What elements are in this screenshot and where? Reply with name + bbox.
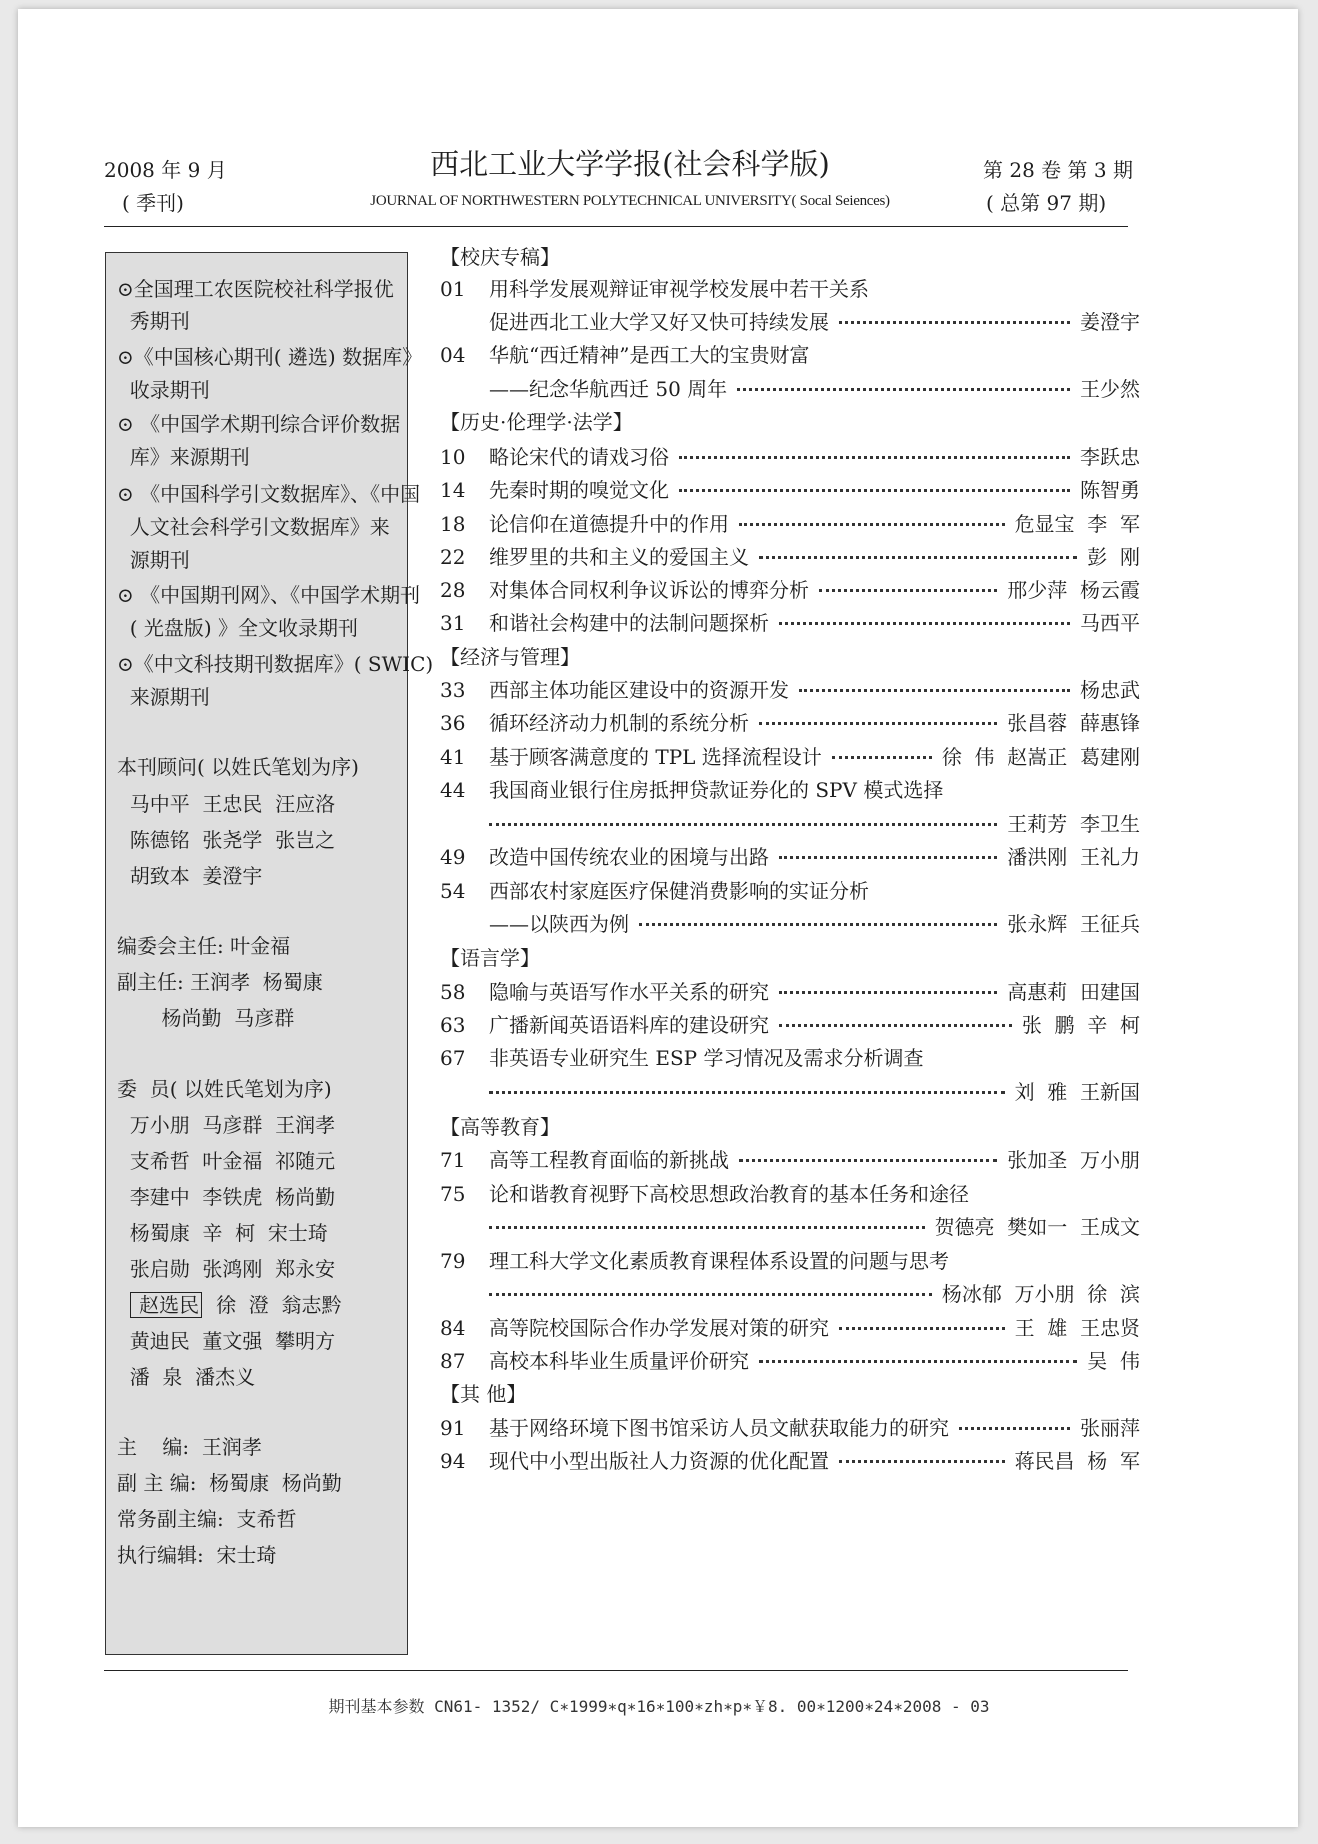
section-title: 【语言学】 [440,946,540,970]
toc-entry [440,1346,1140,1376]
sidebar-line [117,1291,342,1319]
highlighted-name: 赵选民 [130,1292,202,1318]
toc-entry [440,575,1140,605]
page-number: 91 [440,1416,466,1440]
article-title: 西部主体功能区建设中的资源开发 [489,678,789,702]
article-title: 促进西北工业大学又好又快可持续发展 [489,310,829,334]
toc-entry [440,809,1140,839]
toc-entry [440,1179,1140,1209]
toc-entry [440,675,1140,705]
leader-dots [737,388,1070,391]
article-title: 用科学发展观辩证审视学校发展中若干关系 [489,277,869,301]
sidebar-line: 马中平 王忠民 汪应洛 [117,792,336,816]
leader-dots [799,689,1070,692]
sidebar-line: 张启勋 张鸿刚 郑永安 [117,1257,336,1281]
article-title: 略论宋代的请戏习俗 [489,445,669,469]
toc-entry [440,374,1140,404]
toc-entry [440,1010,1140,1040]
sidebar-line: ⊙ 《中国学术期刊综合评价数据 [117,412,401,436]
toc-entry [440,442,1140,472]
toc-section-heading [440,1112,1140,1142]
volume-issue: 第 28 卷 第 3 期 [983,158,1133,182]
page-number: 49 [440,845,466,869]
article-title: 高校本科毕业生质量评价研究 [489,1349,749,1373]
page-number: 79 [440,1249,466,1273]
sidebar-line: 黄迪民 董文强 攀明方 [117,1329,336,1353]
article-author: 彭 刚 [1087,545,1140,569]
leader-dots [839,1460,1005,1463]
sidebar-line: 胡致本 姜澄宇 [117,864,263,888]
toc-section-heading [440,407,1140,437]
toc-section-heading [440,1379,1140,1409]
article-author: 张加圣 万小朋 [1007,1148,1140,1172]
sidebar-line: 委 员( 以姓氏笔划为序) [117,1077,332,1101]
toc-entry [440,909,1140,939]
article-author: 吴 伟 [1087,1349,1140,1373]
article-author: 邢少萍 杨云霞 [1007,578,1140,602]
toc-entry [440,742,1140,772]
article-author: 张昌蓉 薛惠锋 [1007,711,1140,735]
article-title: 广播新闻英语语料库的建设研究 [489,1013,769,1037]
toc-entry [440,842,1140,872]
leader-dots [759,722,997,725]
toc-entry [440,509,1140,539]
article-title: 华航“西迁精神”是西工大的宝贵财富 [489,343,810,367]
leader-dots [759,556,1077,559]
article-author: 王 雄 王忠贤 [1014,1316,1140,1340]
issue-frequency: ( 季刊) [122,191,184,215]
sidebar-line: 来源期刊 [117,685,210,709]
leader-dots [839,321,1070,324]
article-title: 论和谐教育视野下高校思想政治教育的基本任务和途径 [489,1182,969,1206]
toc-entry [440,475,1140,505]
article-author: 陈智勇 [1080,478,1140,502]
article-author: 张丽萍 [1080,1416,1140,1440]
leader-dots [819,589,997,592]
sidebar-line: 人文社会科学引文数据库》来 [117,515,390,539]
sidebar-line: 本刊顾问( 以姓氏笔划为序) [117,755,359,779]
page-number: 10 [440,445,466,469]
page-number: 04 [440,343,466,367]
article-author: 张 鹏 辛 柯 [1021,1013,1140,1037]
article-title: 对集体合同权利争议诉讼的博弈分析 [489,578,809,602]
article-author: 王莉芳 李卫生 [1007,812,1140,836]
article-author: 马西平 [1080,611,1140,635]
toc-entry [440,542,1140,572]
sidebar-line: 编委会主任: 叶金福 [117,934,291,958]
article-author: 徐 伟 赵嵩正 葛建刚 [941,745,1140,769]
section-title: 【历史·伦理学·法学】 [440,410,633,434]
issue-date: 2008 年 9 月 [104,158,227,182]
leader-dots [679,489,1070,492]
header-rule [104,226,1128,227]
journal-title: 西北工业大学学报(社会科学版) [430,147,830,181]
sidebar-line-extra: 徐 澄 翁志黔 [216,1293,342,1317]
article-author: 姜澄宇 [1080,310,1140,334]
article-title: 论信仰在道德提升中的作用 [489,512,729,536]
toc-section-heading [440,642,1140,672]
toc-entry [440,1212,1140,1242]
article-title: 非英语专业研究生 ESP 学习情况及需求分析调查 [489,1046,924,1070]
leader-dots [489,1091,1005,1094]
article-author: 刘 雅 王新国 [1014,1080,1140,1104]
article-title: 西部农村家庭医疗保健消费影响的实证分析 [489,879,869,903]
article-author: 杨冰郁 万小朋 徐 滨 [941,1282,1140,1306]
toc-entry [440,1145,1140,1175]
footer-parameters: 期刊基本参数 CN61- 1352/ C∗1999∗q∗16∗100∗zh∗p∗￥8. 00∗1200∗24∗2008 - 03 [328,1697,990,1716]
article-title: ——以陕西为例 [489,912,629,936]
sidebar-line: ⊙ 《中国期刊网》、《中国学术期刊 [117,583,421,607]
total-issue: ( 总第 97 期) [986,191,1107,215]
sidebar-line: ⊙全国理工农医院校社科学报优 [117,277,394,301]
page-number: 67 [440,1046,466,1070]
page-number: 63 [440,1013,466,1037]
toc-section-heading [440,242,1140,272]
page-number: 87 [440,1349,466,1373]
page-number: 41 [440,745,466,769]
page-number: 31 [440,611,466,635]
page-number: 54 [440,879,466,903]
article-author: 危显宝 李 军 [1014,512,1140,536]
article-author: 贺德亮 樊如一 王成文 [934,1215,1140,1239]
page-number: 33 [440,678,466,702]
sidebar-line: 收录期刊 [117,378,210,402]
article-title: 循环经济动力机制的系统分析 [489,711,749,735]
section-title: 【校庆专稿】 [440,245,560,269]
toc-entry [440,274,1140,304]
page-number: 14 [440,478,466,502]
sidebar-line: 秀期刊 [117,309,190,333]
article-author: 李跃忠 [1080,445,1140,469]
article-title: 高等工程教育面临的新挑战 [489,1148,729,1172]
toc-entry [440,1413,1140,1443]
article-title: 高等院校国际合作办学发展对策的研究 [489,1316,829,1340]
article-title: 我国商业银行住房抵押贷款证券化的 SPV 模式选择 [489,778,944,802]
leader-dots [839,1327,1005,1330]
sidebar-line: ⊙《中国核心期刊( 遴选) 数据库》 [117,345,423,369]
toc-entry [440,1043,1140,1073]
section-title: 【其 他】 [440,1382,527,1406]
article-title: 理工科大学文化素质教育课程体系设置的问题与思考 [489,1249,949,1273]
sidebar-line: 杨尚勤 马彦群 [117,1006,295,1030]
leader-dots [739,523,1005,526]
page-number: 75 [440,1182,466,1206]
toc-entry [440,1077,1140,1107]
article-title: 和谐社会构建中的法制问题探析 [489,611,769,635]
sidebar-line: 李建中 李铁虎 杨尚勤 [117,1185,336,1209]
sidebar-line: ⊙《中文科技期刊数据库》( SWIC) [117,652,434,676]
leader-dots [739,1159,997,1162]
sidebar-line: ( 光盘版) 》全文收录期刊 [117,616,359,640]
toc-entry [440,1446,1140,1476]
sidebar-line: 副主任: 王润孝 杨蜀康 [117,970,323,994]
toc-entry [440,307,1140,337]
article-author: 潘洪刚 王礼力 [1007,845,1140,869]
article-title: 先秦时期的嗅觉文化 [489,478,669,502]
page-number: 94 [440,1449,466,1473]
journal-subtitle: JOURNAL OF NORTHWESTERN POLYTECHNICAL UNIVERSITY( Socal Seiences) [370,193,890,209]
page-number: 28 [440,578,466,602]
article-title: 维罗里的共和主义的爱国主义 [489,545,749,569]
leader-dots [489,1226,925,1229]
leader-dots [489,823,997,826]
sidebar-line: 副 主 编: 杨蜀康 杨尚勤 [117,1471,342,1495]
page-number: 71 [440,1148,466,1172]
leader-dots [759,1360,1077,1363]
article-title: 现代中小型出版社人力资源的优化配置 [489,1449,829,1473]
sidebar-line: 支希哲 叶金福 祁随元 [117,1149,336,1173]
article-title: 基于网络环境下图书馆采访人员文献获取能力的研究 [489,1416,949,1440]
sidebar-line: ⊙ 《中国科学引文数据库》、《中国 [117,482,421,506]
article-author: 蒋民昌 杨 军 [1014,1449,1140,1473]
sidebar-line: 杨蜀康 辛 柯 宋士琦 [117,1221,328,1245]
article-author: 王少然 [1080,377,1140,401]
sidebar-line: 库》来源期刊 [117,445,250,469]
sidebar-line: 万小朋 马彦群 王润孝 [117,1113,336,1137]
page-number: 18 [440,512,466,536]
sidebar-line: 源期刊 [117,548,190,572]
leader-dots [832,756,932,759]
page-number: 01 [440,277,466,301]
toc-entry [440,977,1140,1007]
sidebar-line: 执行编辑: 宋士琦 [117,1543,277,1567]
article-author: 杨忠武 [1080,678,1140,702]
article-author: 张永辉 王征兵 [1007,912,1140,936]
toc-entry [440,775,1140,805]
sidebar-line: 潘 泉 潘杰义 [117,1365,256,1389]
leader-dots [779,856,997,859]
footer-rule [104,1670,1128,1671]
page-number: 22 [440,545,466,569]
sidebar-line: 主 编: 王润孝 [117,1435,262,1459]
section-title: 【经济与管理】 [440,645,580,669]
leader-dots [779,991,997,994]
toc-entry [440,1246,1140,1276]
leader-dots [779,622,1070,625]
section-title: 【高等教育】 [440,1115,560,1139]
toc-entry [440,708,1140,738]
article-title: ——纪念华航西迁 50 周年 [489,377,728,401]
toc-entry [440,876,1140,906]
toc-entry [440,340,1140,370]
leader-dots [679,456,1070,459]
leader-dots [779,1024,1012,1027]
leader-dots [489,1293,932,1296]
leader-dots [959,1427,1070,1430]
leader-dots [639,923,997,926]
toc-entry [440,1279,1140,1309]
page-number: 44 [440,778,466,802]
article-author: 高惠莉 田建国 [1007,980,1140,1004]
toc-entry [440,608,1140,638]
page-number: 58 [440,980,466,1004]
article-title: 改造中国传统农业的困境与出路 [489,845,769,869]
sidebar-line: 常务副主编: 支希哲 [117,1507,297,1531]
article-title: 隐喻与英语写作水平关系的研究 [489,980,769,1004]
page-number: 36 [440,711,466,735]
article-title: 基于顾客满意度的 TPL 选择流程设计 [489,745,822,769]
toc-section-heading [440,943,1140,973]
page-number: 84 [440,1316,466,1340]
toc-entry [440,1313,1140,1343]
sidebar-line: 陈德铭 张尧学 张岂之 [117,828,336,852]
